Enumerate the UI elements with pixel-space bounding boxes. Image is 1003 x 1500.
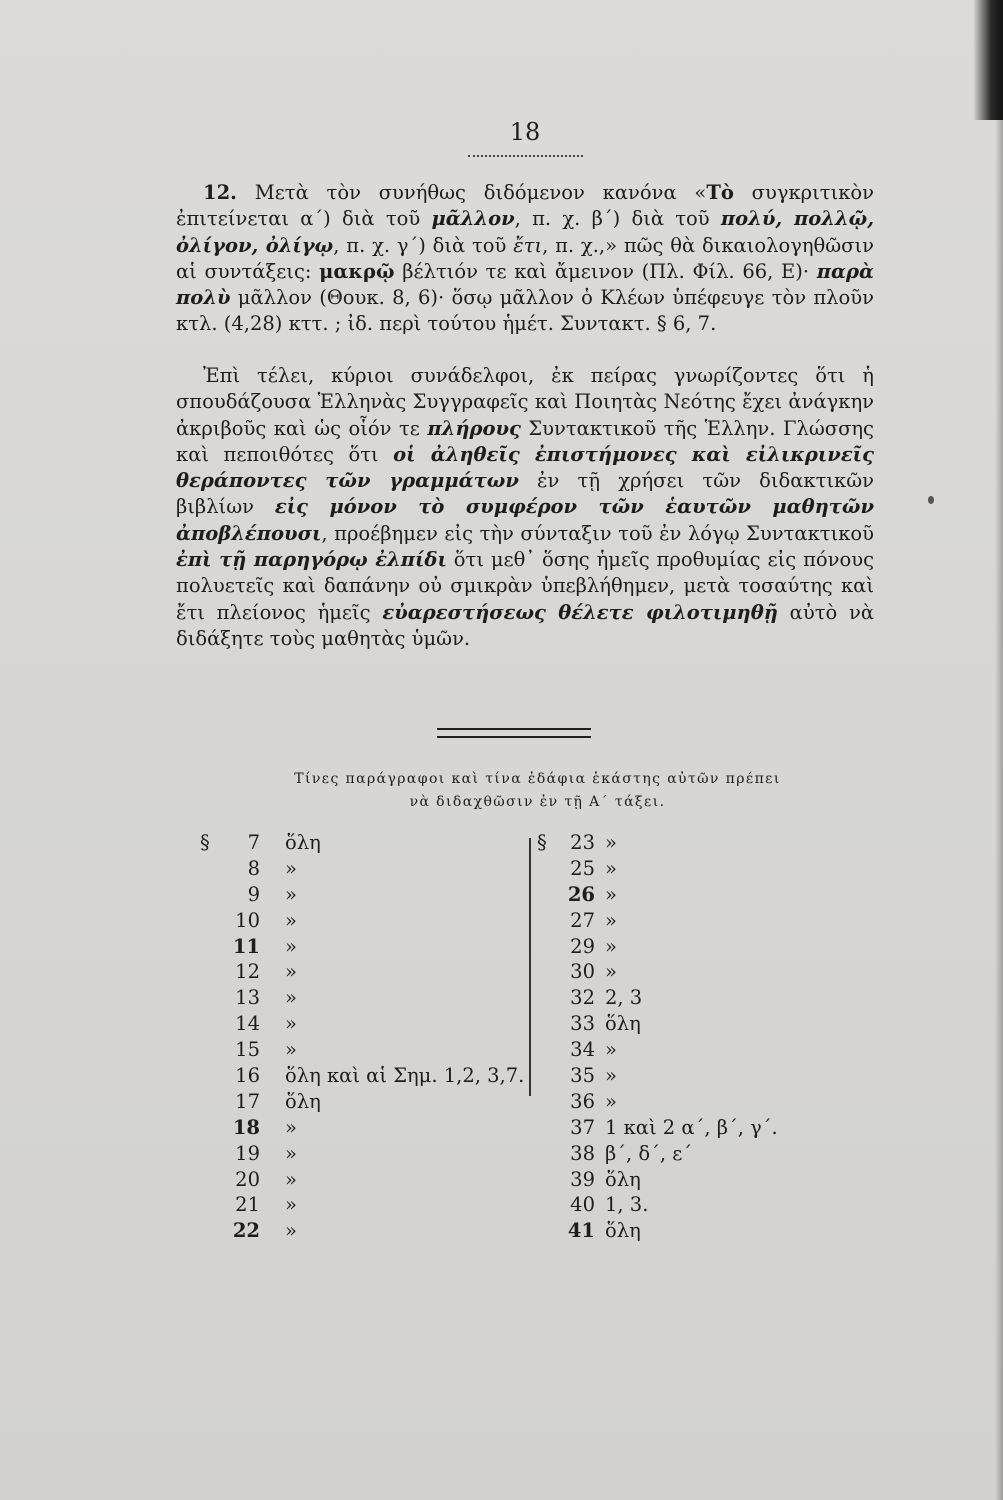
- table-row: [537, 1037, 837, 1063]
- paragraph-number: 39: [570, 1167, 595, 1191]
- table-row: [200, 985, 540, 1011]
- paragraph-scope: 2, 3: [605, 986, 643, 1010]
- paragraph-number: 33: [570, 1012, 595, 1036]
- table-row: [200, 1063, 540, 1089]
- paragraph-scope: »: [605, 908, 617, 932]
- text-run: ἐπὶ τῇ παρηγόρῳ ἐλπίδι: [176, 548, 447, 572]
- paragraph-number: 27: [570, 908, 595, 932]
- text-run: μακρῷ: [319, 259, 395, 283]
- paragraph-scope: »: [285, 908, 297, 932]
- paragraph-closing-address: [176, 363, 874, 652]
- text-run: Τὸ: [706, 181, 734, 204]
- text-run: εἰς μόνον τὸ συμφέρον τῶν ἑαυτῶν μαθητῶν ἀποβλέπουσι: [176, 495, 874, 545]
- table-row: [200, 1115, 540, 1141]
- ink-speck: [928, 496, 934, 504]
- table-title-line-2: νὰ διδαχθῶσιν ἐν τῇ Α΄ τάξει.: [409, 794, 666, 810]
- paragraph-scope: ὅλη: [605, 1167, 641, 1191]
- paragraph-scope: »: [605, 1089, 617, 1113]
- paragraph-number: 38: [570, 1141, 595, 1165]
- table-row: [537, 908, 837, 934]
- text-run: , προέβημεν εἰς τὴν σύνταξιν τοῦ ἐν λόγῳ Συντακτικοῦ: [321, 521, 874, 545]
- text-run: συγκριτικὸν ἐπιτείνεται α΄) διὰ τοῦ: [176, 181, 874, 231]
- paragraph-number: 10: [235, 908, 260, 932]
- paragraph-number: 19: [235, 1141, 260, 1165]
- paragraph-number: 32: [570, 986, 595, 1010]
- table-row: [200, 959, 540, 985]
- paragraph-number: 13: [235, 986, 260, 1010]
- text-run: , π. χ.,» πῶς θὰ δικαιολογηθῶσιν αἱ συντάξεις:: [176, 233, 874, 283]
- table-row: [537, 856, 837, 882]
- table-row: [200, 882, 540, 908]
- text-run: 12.: [203, 181, 237, 204]
- paragraph-number: 20: [235, 1167, 260, 1191]
- paragraph-number: 36: [570, 1089, 595, 1113]
- table-row: [537, 959, 837, 985]
- text-run: μᾶλλον (Θουκ. 8, 6)· ὅσῳ μᾶλλον ὁ Κλέων ὑπέφευγε τὸν πλοῦν κτλ. (4,28) κττ. ; ἰδ. περὶ τούτου ἡμέτ. Συντακτ. § 6, 7.: [176, 286, 874, 336]
- paragraph-number: 14: [235, 1012, 260, 1036]
- paragraph-scope: »: [285, 986, 297, 1010]
- text-run: αὐτὸ νὰ διδάξητε τοὺς μαθητὰς ὑμῶν.: [176, 600, 874, 650]
- paragraph-scope: »: [605, 960, 617, 984]
- paragraph-scope: 1 καὶ 2 α΄, β΄, γ΄.: [605, 1115, 778, 1139]
- paragraph-scope: »: [605, 1038, 617, 1062]
- table-title-line-1: Τίνες παράγραφοι καὶ τίνα ἐδάφια ἑκάστης αὐτῶν πρέπει: [294, 771, 781, 787]
- paragraph-scope: »: [285, 1141, 297, 1165]
- paragraph-scope: »: [285, 1038, 297, 1062]
- table-row: [537, 1218, 837, 1244]
- table-row: [537, 1063, 837, 1089]
- paragraph-scope: ὅλη: [605, 1012, 641, 1036]
- paragraph-scope: ὅλη: [285, 831, 321, 854]
- table-left-column: [200, 830, 540, 1244]
- section-symbol: §: [200, 831, 210, 854]
- text-run: ὅτι μεθ᾽ ὅσης ἡμεῖς προθυμίας εἰς πόνους πολυετεῖς καὶ δαπάνην οὐ σμικρὰν ὑπεβλήθημεν, μετὰ τοσαύτης καὶ ἔτι πλείονος ἡμεῖς: [176, 548, 874, 624]
- paragraph-scope: »: [605, 934, 617, 958]
- table-row: [537, 830, 837, 856]
- table-row: [200, 1037, 540, 1063]
- paragraph-scope: »: [285, 882, 297, 906]
- table-right-column: [537, 830, 837, 1244]
- paragraph-scope: »: [285, 960, 297, 984]
- paragraph-scope: »: [285, 1219, 297, 1243]
- text-run: ἔτι: [513, 233, 543, 257]
- paragraph-scope: ὅλη καὶ αἱ Σημ. 1,2, 3,7.: [285, 1064, 525, 1088]
- page-number-rule: [468, 153, 583, 157]
- table-row: [200, 1167, 540, 1193]
- table-row: [200, 934, 540, 960]
- table-row: [200, 830, 540, 856]
- paragraph-number: 7: [247, 831, 260, 854]
- text-run: ἐν τῇ χρήσει τῶν διδακτικῶν βιβλίων: [176, 469, 874, 519]
- paragraph-number: 40: [570, 1193, 595, 1217]
- table-row: [200, 908, 540, 934]
- paragraph-number: 22: [232, 1219, 260, 1243]
- paragraph-scope: »: [285, 1115, 297, 1139]
- section-divider: [437, 728, 591, 738]
- paragraph-scope: »: [285, 1167, 297, 1191]
- table-row: [537, 1011, 837, 1037]
- paragraph-number: 30: [570, 960, 595, 984]
- text-run: μᾶλλον: [431, 207, 515, 231]
- paragraph-scope: 1, 3.: [605, 1193, 649, 1217]
- paragraph-number: 18: [232, 1115, 260, 1139]
- table-row: [537, 985, 837, 1011]
- table-row: [537, 1167, 837, 1193]
- paragraph-scope: »: [285, 1012, 297, 1036]
- paragraph-number: 25: [570, 856, 595, 880]
- page-edge-right: [995, 120, 1003, 1500]
- paragraph-scope: »: [605, 1064, 617, 1088]
- table-title: [200, 768, 875, 814]
- table-row: [200, 1218, 540, 1244]
- text-run: βέλτιόν τε καὶ ἄμεινον (Πλ. Φίλ. 66, Ε)·: [394, 259, 817, 283]
- table-row: [537, 1115, 837, 1141]
- paragraph-scope: ὅλη: [605, 1219, 641, 1243]
- text-run: πλήρους: [427, 416, 521, 440]
- text-run: Ἐπὶ τέλει, κύριοι συνάδελφοι, ἐκ πείρας γνωρίζοντες ὅτι ἡ σπουδάζουσα Ἑλληνὰς Συγγραφεῖς καὶ Ποιητὰς Νεότης ἔχει ἀνάγκην ἀκριβοῦς καὶ ὡς οἷόν τε: [176, 364, 874, 440]
- paragraph-scope: β΄, δ΄, ε΄: [605, 1141, 693, 1165]
- table-row: [537, 1141, 837, 1167]
- text-run: , π. χ. β΄) διὰ τοῦ: [514, 207, 721, 231]
- paragraph-scope: ὅλη: [285, 1089, 321, 1113]
- text-run: Συντακτικοῦ τῆς Ἑλλην. Γλώσσης καὶ πεποιθότες ὅτι: [176, 416, 874, 466]
- text-run: παρὰ πολὺ: [176, 259, 875, 310]
- paragraph-number: 16: [235, 1064, 260, 1088]
- text-run: πολύ, πολλῷ, ὀλίγον, ὀλίγῳ: [176, 207, 874, 257]
- paragraph-number: 29: [570, 934, 595, 958]
- paragraph-scope: »: [285, 934, 297, 958]
- paragraph-number: 21: [235, 1193, 260, 1217]
- paragraph-number: 12: [235, 960, 260, 984]
- paragraph-number: 11: [232, 934, 260, 958]
- paragraph-number: 26: [567, 882, 595, 906]
- table-row: [200, 856, 540, 882]
- column-separator: [529, 838, 531, 1096]
- paragraph-number: 23: [570, 831, 595, 854]
- paragraph-scope: »: [285, 856, 297, 880]
- page-edge-shadow: [973, 0, 1003, 120]
- paragraph-number: 8: [247, 856, 260, 880]
- paragraph-number: 9: [247, 882, 260, 906]
- table-row: [200, 1192, 540, 1218]
- paragraph-number: 35: [570, 1064, 595, 1088]
- table-row: [200, 1089, 540, 1115]
- text-run: , π. χ. γ΄) διὰ τοῦ: [333, 233, 514, 257]
- paragraph-scope: »: [285, 1193, 297, 1217]
- paragraph-scope: »: [605, 882, 617, 906]
- paragraph-number: 15: [235, 1038, 260, 1062]
- text-run: οἱ ἀληθεῖς ἐπιστήμονες καὶ εἰλικρινεῖς θεράποντες τῶν γραμμάτων: [176, 442, 874, 493]
- text-run: εὐαρεστήσεως θέλετε φιλοτιμηθῇ: [382, 600, 778, 624]
- table-row: [537, 934, 837, 960]
- paragraph-number: 37: [570, 1115, 595, 1139]
- table-row: [537, 1192, 837, 1218]
- table-row: [200, 1141, 540, 1167]
- text-run: Μετὰ τὸν συνήθως διδόμενον κανόνα «: [236, 181, 707, 204]
- section-symbol: §: [537, 831, 547, 854]
- page-number: 18: [509, 118, 541, 146]
- paragraph-scope: »: [605, 856, 617, 880]
- paragraph-number: 34: [570, 1038, 595, 1062]
- table-row: [537, 1089, 837, 1115]
- paragraph-scope: »: [605, 831, 617, 854]
- paragraph-number: 41: [567, 1219, 595, 1243]
- table-row: [200, 1011, 540, 1037]
- paragraph-number: 17: [235, 1089, 260, 1113]
- table-row: [537, 882, 837, 908]
- paragraph-comparative-rule: [176, 180, 874, 338]
